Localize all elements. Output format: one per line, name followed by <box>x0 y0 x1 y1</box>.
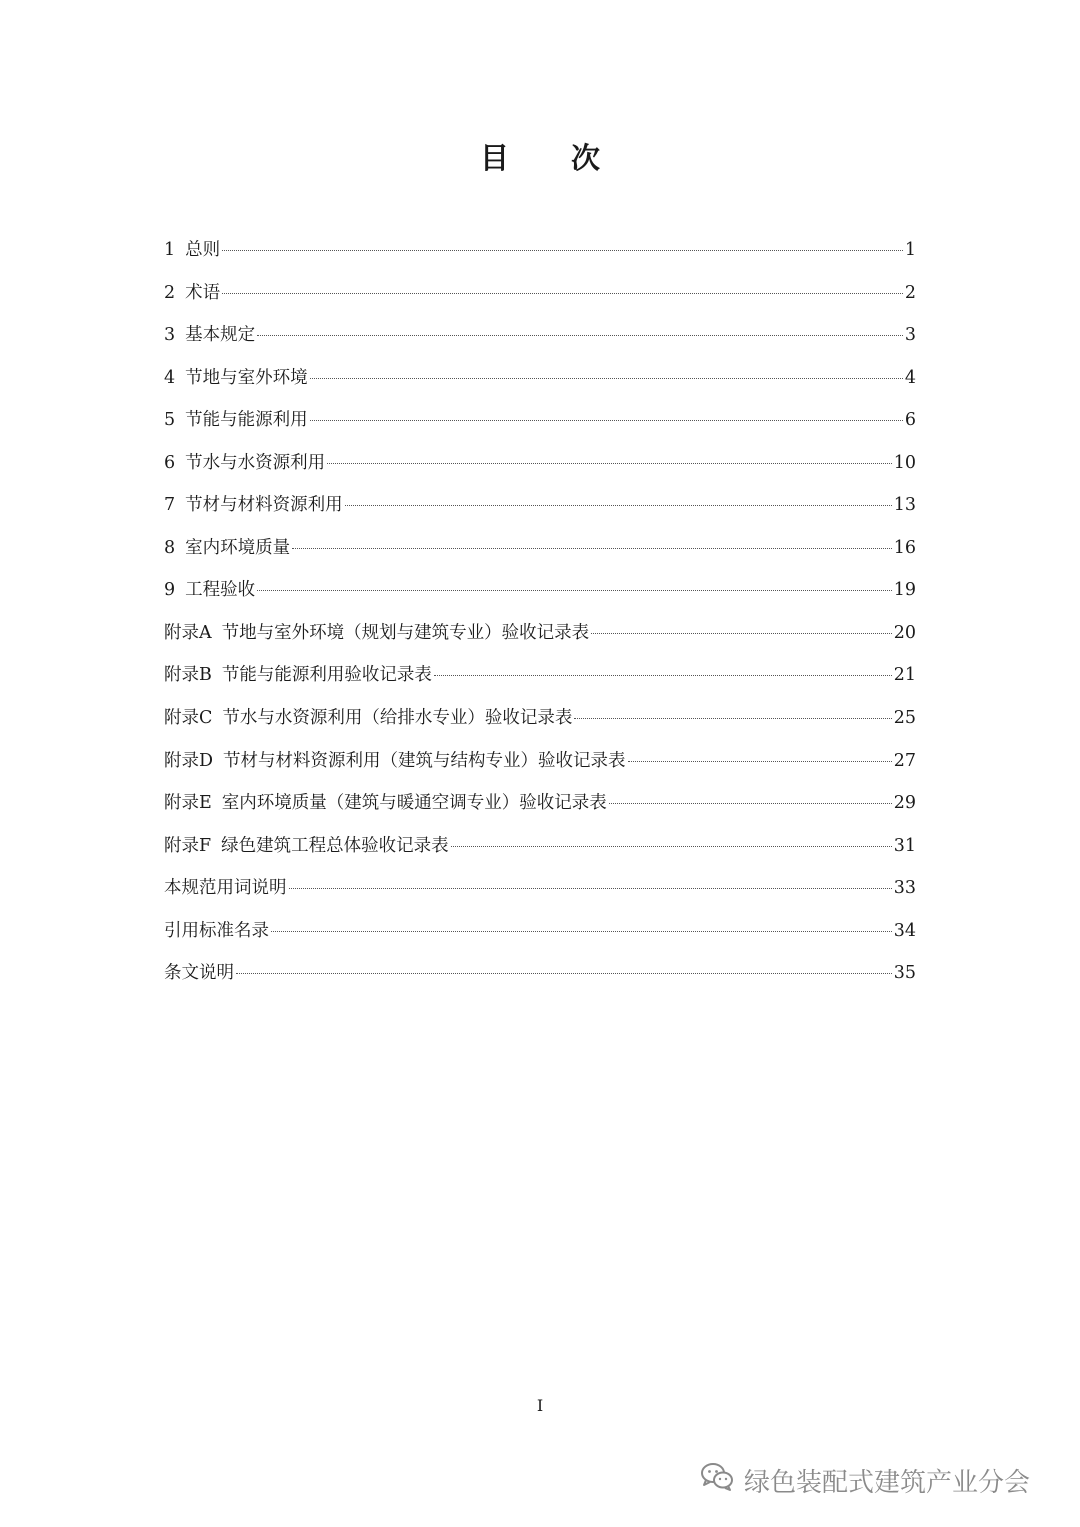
toc-leader-dots <box>271 931 892 932</box>
toc-leader-dots <box>434 675 892 676</box>
toc-entry-number: 3 <box>164 325 176 346</box>
toc-leader-dots <box>222 293 903 294</box>
toc-entry[interactable] <box>164 612 916 655</box>
toc-entry-title: 节地与室外环境 <box>185 367 308 388</box>
toc-entry[interactable] <box>164 399 916 442</box>
toc-entry-number: 附录A <box>164 622 212 643</box>
toc-entry-page: 10 <box>893 452 916 473</box>
toc-entry-title: 本规范用词说明 <box>164 878 287 899</box>
toc-leader-dots <box>345 505 892 506</box>
toc-leader-dots <box>609 803 892 804</box>
toc-entry-page: 2 <box>904 282 916 303</box>
toc-entry-title: 绿色建筑工程总体验收记录表 <box>221 835 449 856</box>
toc-leader-dots <box>236 973 892 974</box>
toc-entry-number: 附录E <box>164 793 212 814</box>
toc-entry-title: 条文说明 <box>164 963 234 984</box>
toc-entry-page: 20 <box>893 622 916 643</box>
toc-entry-title: 工程验收 <box>185 580 256 601</box>
toc-entry-page: 3 <box>904 325 916 346</box>
toc-entry-title: 引用标准名录 <box>164 920 269 941</box>
toc-entry-number: 附录B <box>164 665 212 686</box>
toc-entry[interactable] <box>164 782 916 825</box>
toc-entry-title: 节能与能源利用验收记录表 <box>221 665 432 686</box>
toc-entry-page: 33 <box>893 878 916 899</box>
toc-entry-number: 附录D <box>164 750 214 771</box>
watermark <box>700 1462 1030 1499</box>
toc-entry-title: 节材与材料资源利用（建筑与结构专业）验收记录表 <box>223 750 626 771</box>
toc-entry-number: 8 <box>164 537 176 558</box>
toc-leader-dots <box>310 420 903 421</box>
toc-leader-dots <box>451 846 892 847</box>
toc-entry-title: 节能与能源利用 <box>185 410 308 431</box>
table-of-contents <box>164 229 916 995</box>
toc-entry-page: 35 <box>893 963 916 984</box>
toc-entry-number: 9 <box>164 580 176 601</box>
toc-entry-number: 附录C <box>164 708 213 729</box>
toc-leader-dots <box>327 463 892 464</box>
toc-leader-dots <box>574 718 891 719</box>
toc-leader-dots <box>310 378 903 379</box>
toc-entry-title: 室内环境质量（建筑与暖通空调专业）验收记录表 <box>221 793 607 814</box>
toc-entry-page: 16 <box>893 537 916 558</box>
toc-entry-page: 13 <box>893 495 916 516</box>
toc-entry-title: 基本规定 <box>185 325 256 346</box>
toc-leader-dots <box>591 633 892 634</box>
toc-leader-dots <box>257 590 892 591</box>
toc-entry[interactable] <box>164 825 916 868</box>
toc-leader-dots <box>289 888 892 889</box>
toc-entry-title: 节水与水资源利用 <box>185 452 326 473</box>
toc-entry-title: 节材与材料资源利用 <box>185 495 343 516</box>
toc-entry[interactable] <box>164 654 916 697</box>
toc-entry-title: 总则 <box>185 240 221 260</box>
toc-entry-page: 6 <box>904 410 916 431</box>
toc-entry-page: 21 <box>893 665 916 686</box>
toc-entry[interactable] <box>164 697 916 740</box>
toc-entry-page: 27 <box>893 750 916 771</box>
page-number: I <box>536 1396 544 1415</box>
toc-entry[interactable] <box>164 740 916 783</box>
toc-entry-title: 节地与室外环境（规划与建筑专业）验收记录表 <box>221 622 590 643</box>
toc-leader-dots <box>257 335 903 336</box>
toc-entry[interactable] <box>164 484 916 527</box>
toc-entry[interactable] <box>164 229 916 272</box>
toc-entry[interactable] <box>164 442 916 485</box>
toc-entry-page: 4 <box>904 367 916 388</box>
toc-entry-page: 1 <box>904 240 916 260</box>
toc-entry[interactable] <box>164 952 916 995</box>
toc-entry-page: 25 <box>893 708 916 729</box>
page-title: 目 次 <box>479 141 627 175</box>
toc-entry-number: 7 <box>164 495 176 516</box>
toc-entry[interactable] <box>164 910 916 953</box>
toc-entry[interactable] <box>164 272 916 315</box>
toc-entry[interactable] <box>164 569 916 612</box>
toc-entry-page: 31 <box>893 835 916 856</box>
toc-entry-page: 29 <box>893 793 916 814</box>
toc-entry[interactable] <box>164 357 916 400</box>
toc-leader-dots <box>628 761 892 762</box>
toc-entry-number: 附录F <box>164 835 212 856</box>
toc-entry-number: 5 <box>164 410 176 431</box>
toc-entry-number: 4 <box>164 367 176 388</box>
toc-entry[interactable] <box>164 314 916 357</box>
toc-leader-dots <box>292 548 892 549</box>
toc-entry-title: 术语 <box>185 282 221 303</box>
toc-entry-number: 1 <box>164 240 176 260</box>
toc-entry-number: 6 <box>164 452 176 473</box>
toc-entry-title: 室内环境质量 <box>185 537 291 558</box>
toc-entry-title: 节水与水资源利用（给排水专业）验收记录表 <box>222 708 573 729</box>
toc-entry[interactable] <box>164 527 916 570</box>
wechat-icon <box>700 1462 744 1499</box>
toc-entry-page: 19 <box>893 580 916 601</box>
toc-entry[interactable] <box>164 867 916 910</box>
watermark-text: 绿色装配式建筑产业分会 <box>744 1468 1031 1498</box>
toc-entry-page: 34 <box>893 920 916 941</box>
toc-leader-dots <box>222 250 903 251</box>
toc-entry-number: 2 <box>164 282 176 303</box>
